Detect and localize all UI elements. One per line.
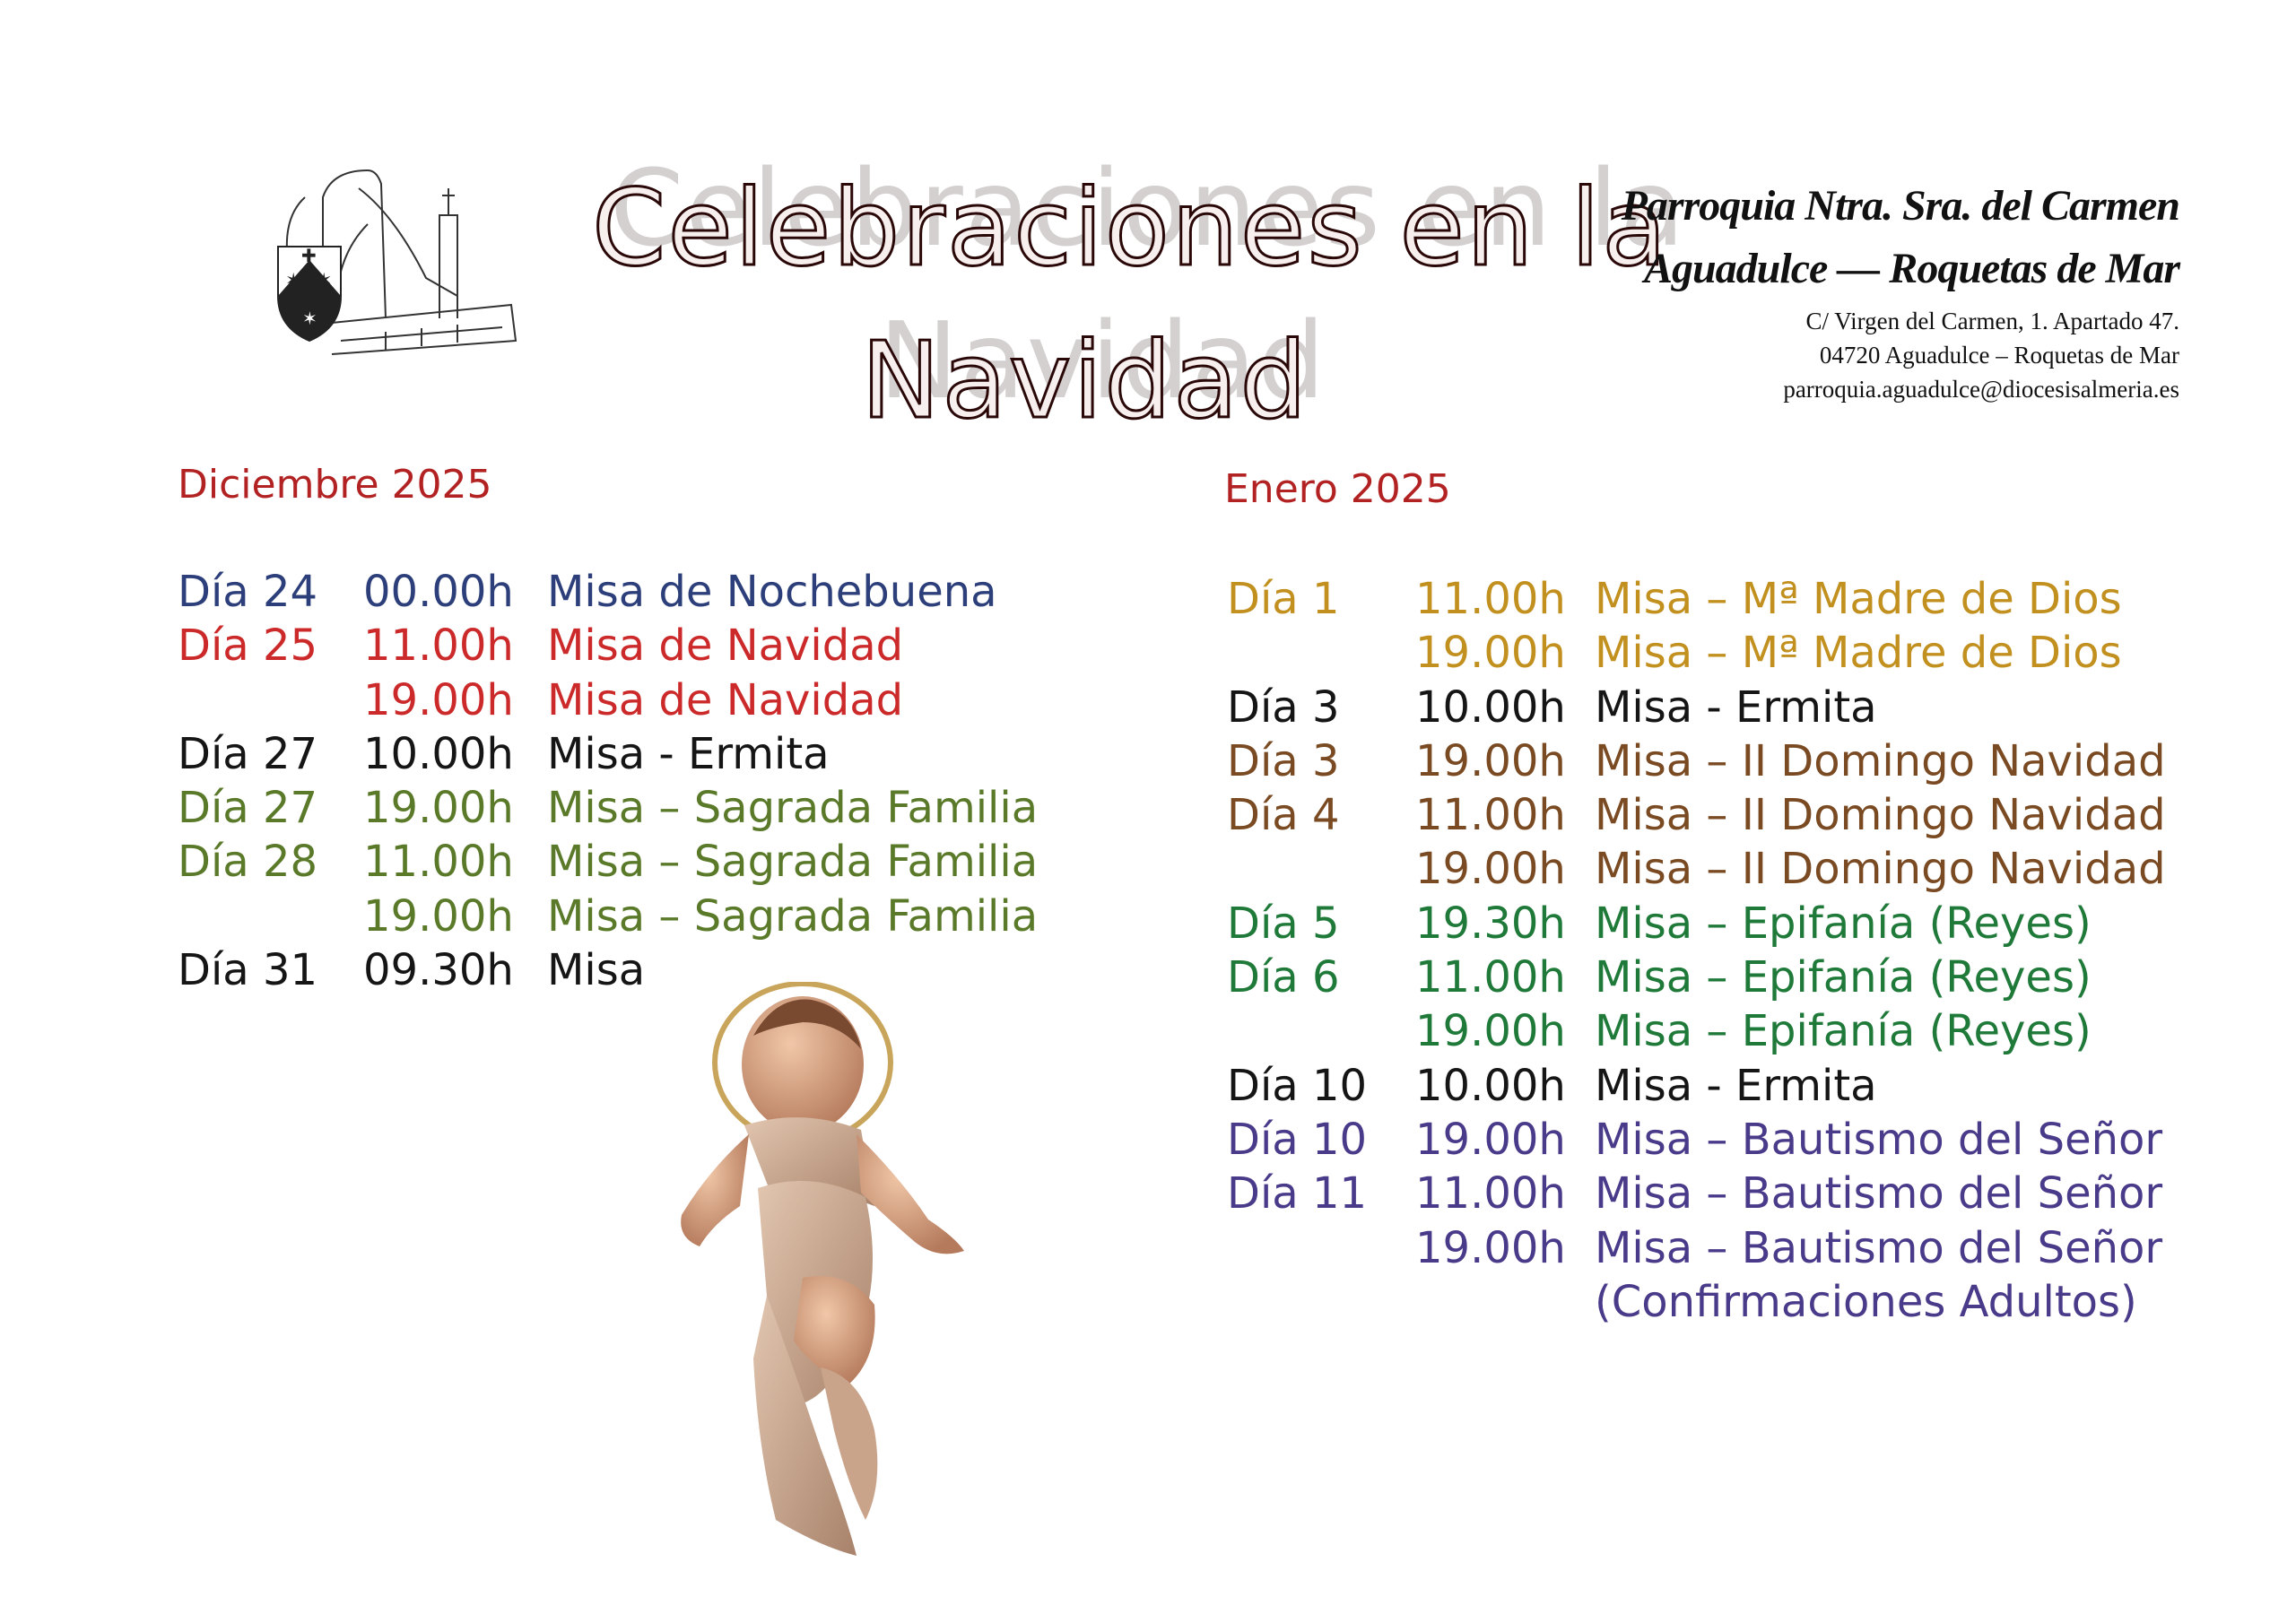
- time-label: 10.00h: [1415, 1060, 1566, 1111]
- time-label: 19.00h: [1415, 735, 1566, 786]
- parish-address: C/ Virgen del Carmen, 1. Apartado 47.: [1805, 308, 2179, 334]
- mass-description: Misa – Epifanía (Reyes): [1595, 1006, 2092, 1057]
- december-heading: Diciembre 2025: [178, 462, 492, 508]
- time-label: 19.00h: [363, 674, 514, 725]
- time-label: 00.00h: [363, 567, 514, 617]
- svg-text:✶: ✶: [302, 308, 317, 329]
- time-label: 11.00h: [363, 621, 514, 672]
- svg-text:✶: ✶: [285, 270, 302, 292]
- time-label: 19.00h: [1415, 1222, 1566, 1273]
- time-label: 10.00h: [363, 728, 514, 779]
- mass-description: Misa – Bautismo del Señor: [1595, 1114, 2163, 1165]
- parish-logo: [269, 161, 525, 363]
- day-label: Día 3: [1227, 681, 1340, 733]
- day-label: Día 5: [1227, 898, 1340, 949]
- mass-description: Misa – Mª Madre de Dios: [1595, 628, 2122, 679]
- time-label: 11.00h: [1415, 574, 1566, 624]
- mass-description: Misa de Nochebuena: [547, 567, 997, 617]
- day-label: Día 10: [1227, 1060, 1368, 1111]
- time-label: 19.00h: [363, 890, 514, 942]
- time-label: 19.00h: [363, 783, 514, 834]
- mass-description: Misa - Ermita: [547, 728, 830, 779]
- mass-description: Misa – Sagrada Familia: [547, 890, 1039, 942]
- time-label: 11.00h: [1415, 790, 1566, 841]
- mass-description: Misa de Navidad: [547, 621, 904, 672]
- mass-description: Misa – Epifanía (Reyes): [1595, 952, 2092, 1003]
- time-label: 10.00h: [1415, 681, 1566, 733]
- mass-description: Misa - Ermita: [1595, 681, 1877, 733]
- day-label: Día 27: [178, 783, 318, 834]
- mass-description: Misa – Bautismo del Señor: [1595, 1168, 2163, 1219]
- day-label: Día 27: [178, 728, 318, 779]
- time-label: 19.00h: [1415, 1114, 1566, 1165]
- nino-jesus-figure: [668, 982, 978, 1565]
- svg-text:✶: ✶: [316, 270, 333, 292]
- mass-description: Misa – II Domingo Navidad: [1595, 844, 2166, 895]
- day-label: Día 11: [1227, 1168, 1368, 1219]
- parish-location: Aguadulce — Roquetas de Mar: [1643, 245, 2179, 292]
- day-label: Día 4: [1227, 790, 1340, 841]
- time-label: 09.30h: [363, 945, 514, 996]
- mass-description: Misa – II Domingo Navidad: [1595, 735, 2166, 786]
- mass-description: Misa – Mª Madre de Dios: [1595, 574, 2122, 624]
- day-label: Día 3: [1227, 735, 1340, 786]
- day-label: Día 10: [1227, 1114, 1368, 1165]
- day-label: Día 6: [1227, 952, 1340, 1003]
- parish-name: Parroquia Ntra. Sra. del Carmen: [1621, 182, 2179, 230]
- day-label: Día 25: [178, 621, 318, 672]
- svg-text:✚: ✚: [301, 245, 317, 266]
- day-label: Día 1: [1227, 574, 1340, 624]
- mass-description: Misa – Sagrada Familia: [547, 837, 1039, 888]
- day-label: Día 24: [178, 567, 318, 617]
- parish-email: parroquia.aguadulce@diocesisalmeria.es: [1783, 376, 2179, 403]
- january-heading: Enero 2025: [1224, 466, 1451, 512]
- page-title-line-2: Navidad: [861, 318, 1309, 442]
- time-label: 19.00h: [1415, 844, 1566, 895]
- mass-description: Misa: [547, 945, 646, 996]
- mass-description: Misa – Epifanía (Reyes): [1595, 898, 2092, 949]
- mass-description: Misa – Sagrada Familia: [547, 783, 1039, 834]
- day-label: Día 31: [178, 945, 318, 996]
- time-label: 19.00h: [1415, 1006, 1566, 1057]
- parish-header: [1622, 175, 2179, 406]
- mass-description: Misa – Bautismo del Señor: [1595, 1222, 2163, 1273]
- time-label: 11.00h: [1415, 952, 1566, 1003]
- time-label: 19.30h: [1415, 898, 1566, 949]
- page-title-line-1: Celebraciones en la: [592, 166, 1669, 290]
- mass-description: Misa – II Domingo Navidad: [1595, 790, 2166, 841]
- parish-postal: 04720 Aguadulce – Roquetas de Mar: [1819, 342, 2179, 369]
- day-label: Día 28: [178, 837, 318, 888]
- time-label: 19.00h: [1415, 628, 1566, 679]
- mass-description: Misa - Ermita: [1595, 1060, 1877, 1111]
- mass-description: (Confirmaciones Adultos): [1595, 1276, 2137, 1327]
- time-label: 11.00h: [363, 837, 514, 888]
- time-label: 11.00h: [1415, 1168, 1566, 1219]
- mass-description: Misa de Navidad: [547, 674, 904, 725]
